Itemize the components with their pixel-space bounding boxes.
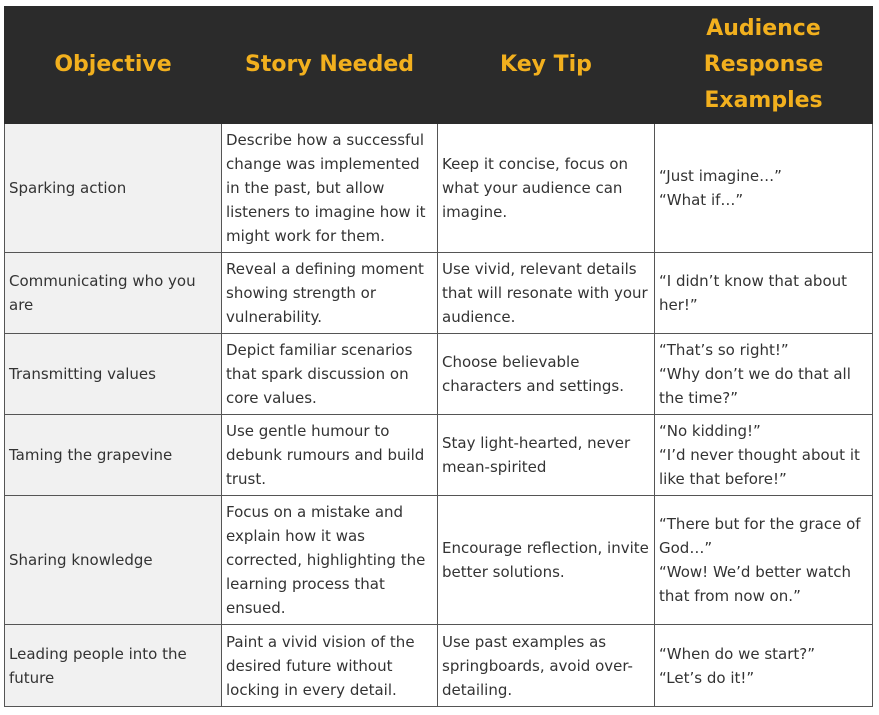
objective-cell: Taming the grapevine	[5, 415, 222, 496]
response-line: “There but for the grace of God…”	[659, 515, 861, 557]
header-key-tip: Key Tip	[438, 7, 655, 124]
response-cell	[655, 334, 873, 415]
story-cell: Use gentle humour to debunk rumours and build trust.	[222, 415, 438, 496]
objective-cell: Sparking action	[5, 124, 222, 253]
response-cell	[655, 625, 873, 707]
header-response-line: Examples	[704, 88, 823, 113]
response-line: “Wow! We’d better watch that from now on.”	[659, 563, 851, 605]
table-row	[5, 415, 873, 496]
response-line: “What if…”	[659, 191, 744, 209]
storytelling-table	[4, 6, 873, 707]
response-line: “I didn’t know that about her!”	[659, 272, 848, 314]
story-cell: Reveal a defining moment showing strength or vulnerability.	[222, 253, 438, 334]
response-line: “That’s so right!”	[659, 341, 789, 359]
story-cell: Depict familiar scenarios that spark discussion on core values.	[222, 334, 438, 415]
response-line: “Let’s do it!”	[659, 668, 755, 687]
objective-cell: Communicating who you are	[5, 253, 222, 334]
header-objective: Objective	[5, 7, 222, 124]
tip-cell: Keep it concise, focus on what your audience can imagine.	[438, 124, 655, 253]
response-cell	[655, 496, 873, 625]
response-line: “No kidding!”	[659, 422, 761, 440]
tip-cell: Use vivid, relevant details that will resonate with your audience.	[438, 253, 655, 334]
tip-cell: Encourage reflection, invite better solutions.	[438, 496, 655, 625]
tip-cell: Stay light-hearted, never mean-spirited	[438, 415, 655, 496]
tip-cell: Use past examples as springboards, avoid over-detailing.	[438, 625, 655, 707]
table-row	[5, 625, 873, 707]
objective-cell: Leading people into the future	[5, 625, 222, 707]
table-row	[5, 253, 873, 334]
story-cell: Paint a vivid vision of the desired future without locking in every detail.	[222, 625, 438, 707]
response-cell	[655, 253, 873, 334]
response-line: “I’d never thought about it like that before!”	[659, 446, 860, 488]
header-response-line: Response	[703, 52, 824, 77]
table-row	[5, 496, 873, 625]
header-story-needed: Story Needed	[222, 7, 438, 124]
response-cell	[655, 124, 873, 253]
tip-cell: Choose believable characters and settings.	[438, 334, 655, 415]
story-cell: Describe how a successful change was implemented in the past, but allow listeners to imagine how it might work for them.	[222, 124, 438, 253]
header-row	[5, 7, 873, 124]
objective-cell: Transmitting values	[5, 334, 222, 415]
header-audience-response-examples	[655, 7, 873, 124]
objective-cell: Sharing knowledge	[5, 496, 222, 625]
table-row	[5, 124, 873, 253]
story-cell: Focus on a mistake and explain how it was corrected, highlighting the learning process that ensued.	[222, 496, 438, 625]
header-response-line: Audience	[706, 16, 821, 41]
response-line: “When do we start?”	[659, 644, 816, 663]
response-line: “Just imagine…”	[659, 167, 782, 185]
table-row	[5, 334, 873, 415]
response-cell	[655, 415, 873, 496]
response-line: “Why don’t we do that all the time?”	[659, 365, 851, 407]
